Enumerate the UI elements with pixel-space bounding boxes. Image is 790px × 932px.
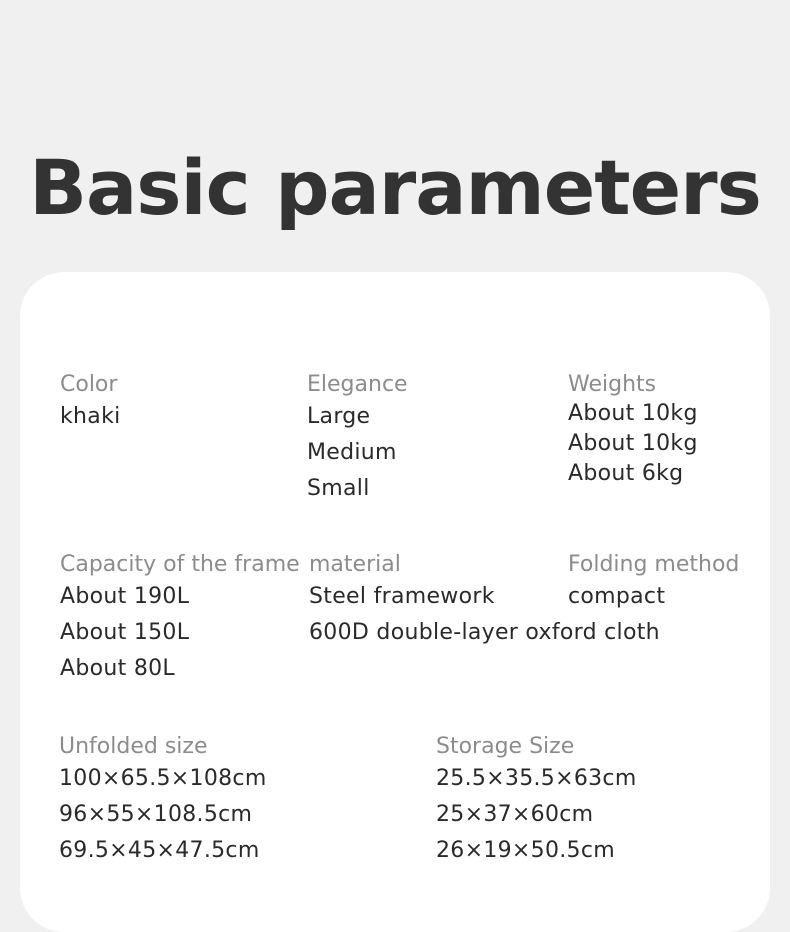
param-label: Storage Size [436, 734, 575, 759]
param-value: About 6kg [568, 461, 684, 486]
param-label: Elegance [307, 372, 408, 397]
param-label: Folding method [568, 552, 740, 577]
param-value: khaki [60, 404, 121, 429]
param-label: Weights [568, 372, 657, 397]
param-value: Medium [307, 440, 397, 465]
param-value: 69.5×45×47.5cm [59, 838, 260, 863]
param-unfolded-size [59, 733, 267, 869]
param-elegance [307, 371, 408, 507]
param-value: 600D double-layer oxford cloth [309, 620, 660, 645]
param-weights [568, 371, 698, 489]
param-label: material [309, 552, 401, 577]
param-value: 96×55×108.5cm [59, 802, 253, 827]
param-capacity [60, 551, 300, 687]
param-value: Large [307, 404, 371, 429]
param-value: About 190L [60, 584, 190, 609]
param-value: 25×37×60cm [436, 802, 594, 827]
param-value: compact [568, 584, 666, 609]
param-value: Small [307, 476, 370, 501]
param-value: 25.5×35.5×63cm [436, 766, 637, 791]
param-value: 100×65.5×108cm [59, 766, 267, 791]
param-label: Capacity of the frame [60, 552, 300, 577]
param-storage-size [436, 733, 637, 869]
param-label: Unfolded size [59, 734, 208, 759]
param-value: About 10kg [568, 401, 698, 426]
param-label: Color [60, 372, 118, 397]
page-title: Basic parameters [29, 143, 761, 232]
param-value: Steel framework [309, 584, 495, 609]
param-value: 26×19×50.5cm [436, 838, 615, 863]
param-value: About 10kg [568, 431, 698, 456]
param-folding [568, 551, 739, 615]
param-value: About 80L [60, 656, 175, 681]
param-color [60, 371, 121, 435]
param-value: About 150L [60, 620, 190, 645]
